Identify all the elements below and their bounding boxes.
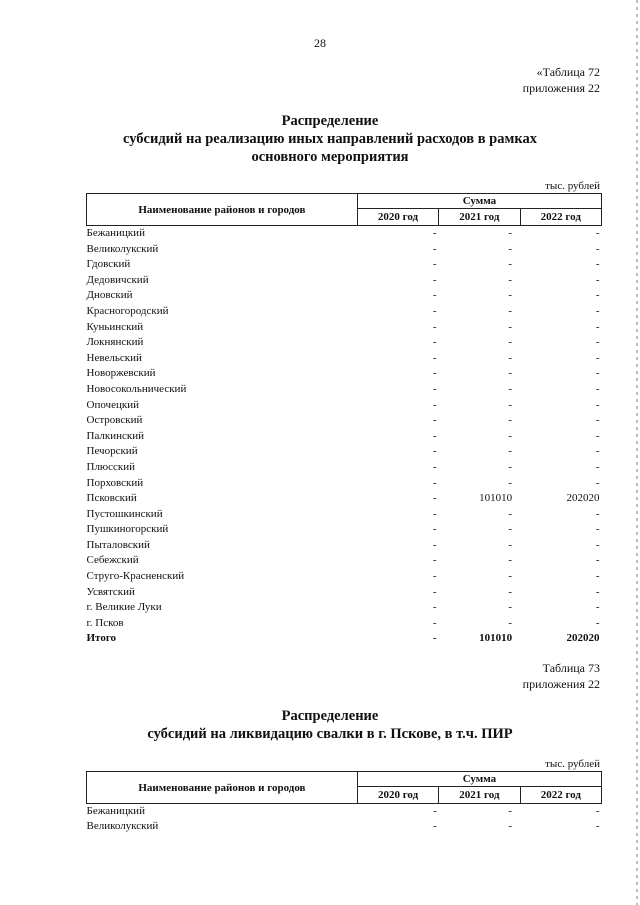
table72 [86,193,602,647]
district-name-cell: Порховский [86,476,144,489]
amount-cell: - [508,585,513,598]
table72-header-year-2020: 2020 год [357,209,438,226]
table-row [87,804,602,820]
table72-ref-line1: «Таблица 72 [536,65,600,79]
table72-header-name: Наименование районов и городов [87,194,358,226]
amount-cell: - [595,570,600,583]
table72-title-line1: Распределение [281,113,379,129]
amount-cell: - [595,460,600,473]
amount-cell: - [508,554,513,567]
amount-cell: - [508,398,513,411]
table-row [87,585,602,601]
total-amount-cell: 202020 [566,632,600,645]
amount-cell: - [432,367,437,380]
amount-cell: - [595,616,600,629]
amount-cell: - [432,227,437,239]
amount-cell: - [595,820,600,832]
amount-cell: - [433,805,437,817]
table-row [87,522,602,538]
table-row [87,600,602,616]
district-name-cell: Новосокольнический [86,382,187,395]
amount-cell: - [508,820,513,832]
table72-header-year-2021: 2021 год [439,209,520,226]
district-name-cell: Псковский [86,492,137,505]
table-row [87,242,602,258]
table73-title [60,707,600,743]
table-row [87,288,602,304]
amount-cell: - [508,476,513,489]
total-amount-cell: 101010 [479,632,513,645]
amount-cell: - [432,523,437,536]
table-row [87,429,602,445]
table-row [87,553,602,569]
amount-cell: - [432,336,437,349]
table-row [87,819,602,834]
total-row [87,631,602,647]
amount-cell: - [508,227,513,239]
district-name-cell: Пыталовский [86,538,150,551]
amount-cell: - [432,382,437,395]
amount-cell: - [508,805,513,817]
table72-header-year-2022: 2022 год [520,209,601,226]
amount-cell: - [508,258,513,271]
amount-cell: - [595,554,600,567]
table-row [87,538,602,554]
amount-cell: - [433,820,437,832]
amount-cell: - [508,570,513,583]
amount-cell: - [508,445,513,458]
table73-reference [523,660,600,692]
table-row [87,226,602,242]
amount-cell: 202020 [566,492,600,505]
table-row [87,304,602,320]
table-row [87,616,602,632]
amount-cell: - [432,492,437,505]
table-row [87,460,602,476]
district-name-cell: Дновский [86,289,133,302]
amount-cell: - [595,227,600,239]
amount-cell: - [508,460,513,473]
table73-header-year-2021: 2021 год [439,787,520,804]
table-row [87,444,602,460]
district-name-cell: г. Псков [86,616,124,629]
amount-cell: - [508,242,513,255]
amount-cell: - [508,320,513,333]
amount-cell: - [508,616,513,629]
amount-cell: - [432,570,437,583]
amount-cell: - [432,429,437,442]
amount-cell: - [508,273,513,286]
amount-cell: - [432,460,437,473]
district-name-cell: Усвятский [86,585,135,598]
table-row [87,382,602,398]
table-row [87,335,602,351]
amount-cell: - [508,507,513,520]
amount-cell: - [432,398,437,411]
district-name-cell: Бежаницкий [86,227,145,239]
table73 [86,771,602,834]
table73-ref-line1: Таблица 73 [542,661,600,675]
amount-cell: - [595,273,600,286]
amount-cell: - [595,398,600,411]
table73-header-year-2020: 2020 год [357,787,438,804]
amount-cell: - [595,601,600,614]
amount-cell: - [595,351,600,364]
amount-cell: - [595,304,600,317]
table73-header-sum: Сумма [357,772,601,787]
amount-cell: - [595,336,600,349]
amount-cell: - [508,351,513,364]
amount-cell: - [432,273,437,286]
district-name-cell: Великолукский [86,242,159,255]
amount-cell: - [508,429,513,442]
amount-cell: - [508,382,513,395]
page-number: 28 [314,36,326,50]
table73-title-line2: субсидий на ликвидацию свалки в г. Пскове, в т.ч. ПИР [147,726,513,742]
amount-cell: - [595,414,600,427]
amount-cell: - [508,414,513,427]
amount-cell: - [595,507,600,520]
amount-cell: - [595,258,600,271]
table73-title-line1: Распределение [281,708,379,724]
amount-cell: - [432,258,437,271]
district-name-cell: Палкинский [86,429,145,442]
table73-header-name: Наименование районов и городов [87,772,358,804]
amount-cell: - [508,367,513,380]
table72-units: тыс. рублей [545,180,600,192]
amount-cell: - [432,289,437,302]
table-row [87,413,602,429]
amount-cell: - [508,289,513,302]
district-name-cell: Великолукский [86,820,159,832]
amount-cell: - [432,601,437,614]
district-name-cell: Гдовский [86,258,131,271]
table73-ref-line2: приложения 22 [522,677,600,691]
table73-units: тыс. рублей [545,758,600,770]
table-row [87,398,602,414]
table73-header-year-2022: 2022 год [520,787,601,804]
table-row [87,351,602,367]
table-row [87,476,602,492]
district-name-cell: Дедовичский [86,273,149,286]
district-name-cell: Плюсский [86,460,136,473]
table72-title-line3: основного мероприятия [251,149,409,165]
amount-cell: - [595,242,600,255]
district-name-cell: г. Великие Луки [86,601,162,614]
table72-reference [523,64,600,96]
amount-cell: - [508,523,513,536]
district-name-cell: Пустошкинский [86,507,163,520]
total-amount-cell: - [432,632,437,645]
amount-cell: - [432,304,437,317]
table-row [87,320,602,336]
amount-cell: - [595,476,600,489]
district-name-cell: Локнянский [86,336,144,349]
amount-cell: - [508,336,513,349]
scan-edge-artifact [636,0,638,905]
amount-cell: - [595,429,600,442]
district-name-cell: Островский [86,414,143,427]
table72-title-line2: субсидий на реализацию иных направлений расходов в рамках [122,131,538,147]
amount-cell: - [432,351,437,364]
amount-cell: - [432,616,437,629]
amount-cell: - [508,538,513,551]
amount-cell: 101010 [479,492,513,505]
amount-cell: - [432,585,437,598]
amount-cell: - [595,585,600,598]
table72-ref-line2: приложения 22 [522,81,600,95]
amount-cell: - [508,304,513,317]
district-name-cell: Себежский [86,554,139,567]
amount-cell: - [595,320,600,333]
amount-cell: - [432,320,437,333]
district-name-cell: Печорский [86,445,138,458]
table-row [87,366,602,382]
amount-cell: - [595,523,600,536]
district-name-cell: Опочецкий [86,398,139,411]
amount-cell: - [432,242,437,255]
amount-cell: - [432,538,437,551]
district-name-cell: Красногородский [86,304,169,317]
table-row [87,273,602,289]
district-name-cell: Куньинский [86,320,144,333]
table-row [87,507,602,523]
amount-cell: - [595,445,600,458]
table72-title [60,112,600,166]
district-name-cell: Струго-Красненский [86,570,185,583]
district-name-cell: Бежаницкий [86,805,145,817]
amount-cell: - [432,507,437,520]
amount-cell: - [432,476,437,489]
amount-cell: - [595,382,600,395]
amount-cell: - [432,445,437,458]
district-name-cell: Пушкиногорский [86,523,169,536]
table-row [87,569,602,585]
table-row [87,491,602,507]
amount-cell: - [595,289,600,302]
total-label-cell: Итого [86,632,117,645]
amount-cell: - [595,805,600,817]
district-name-cell: Невельский [86,351,142,364]
table-row [87,257,602,273]
amount-cell: - [432,554,437,567]
amount-cell: - [595,367,600,380]
amount-cell: - [432,414,437,427]
amount-cell: - [508,601,513,614]
table72-header-sum: Сумма [357,194,601,209]
district-name-cell: Новоржевский [86,367,156,380]
amount-cell: - [595,538,600,551]
